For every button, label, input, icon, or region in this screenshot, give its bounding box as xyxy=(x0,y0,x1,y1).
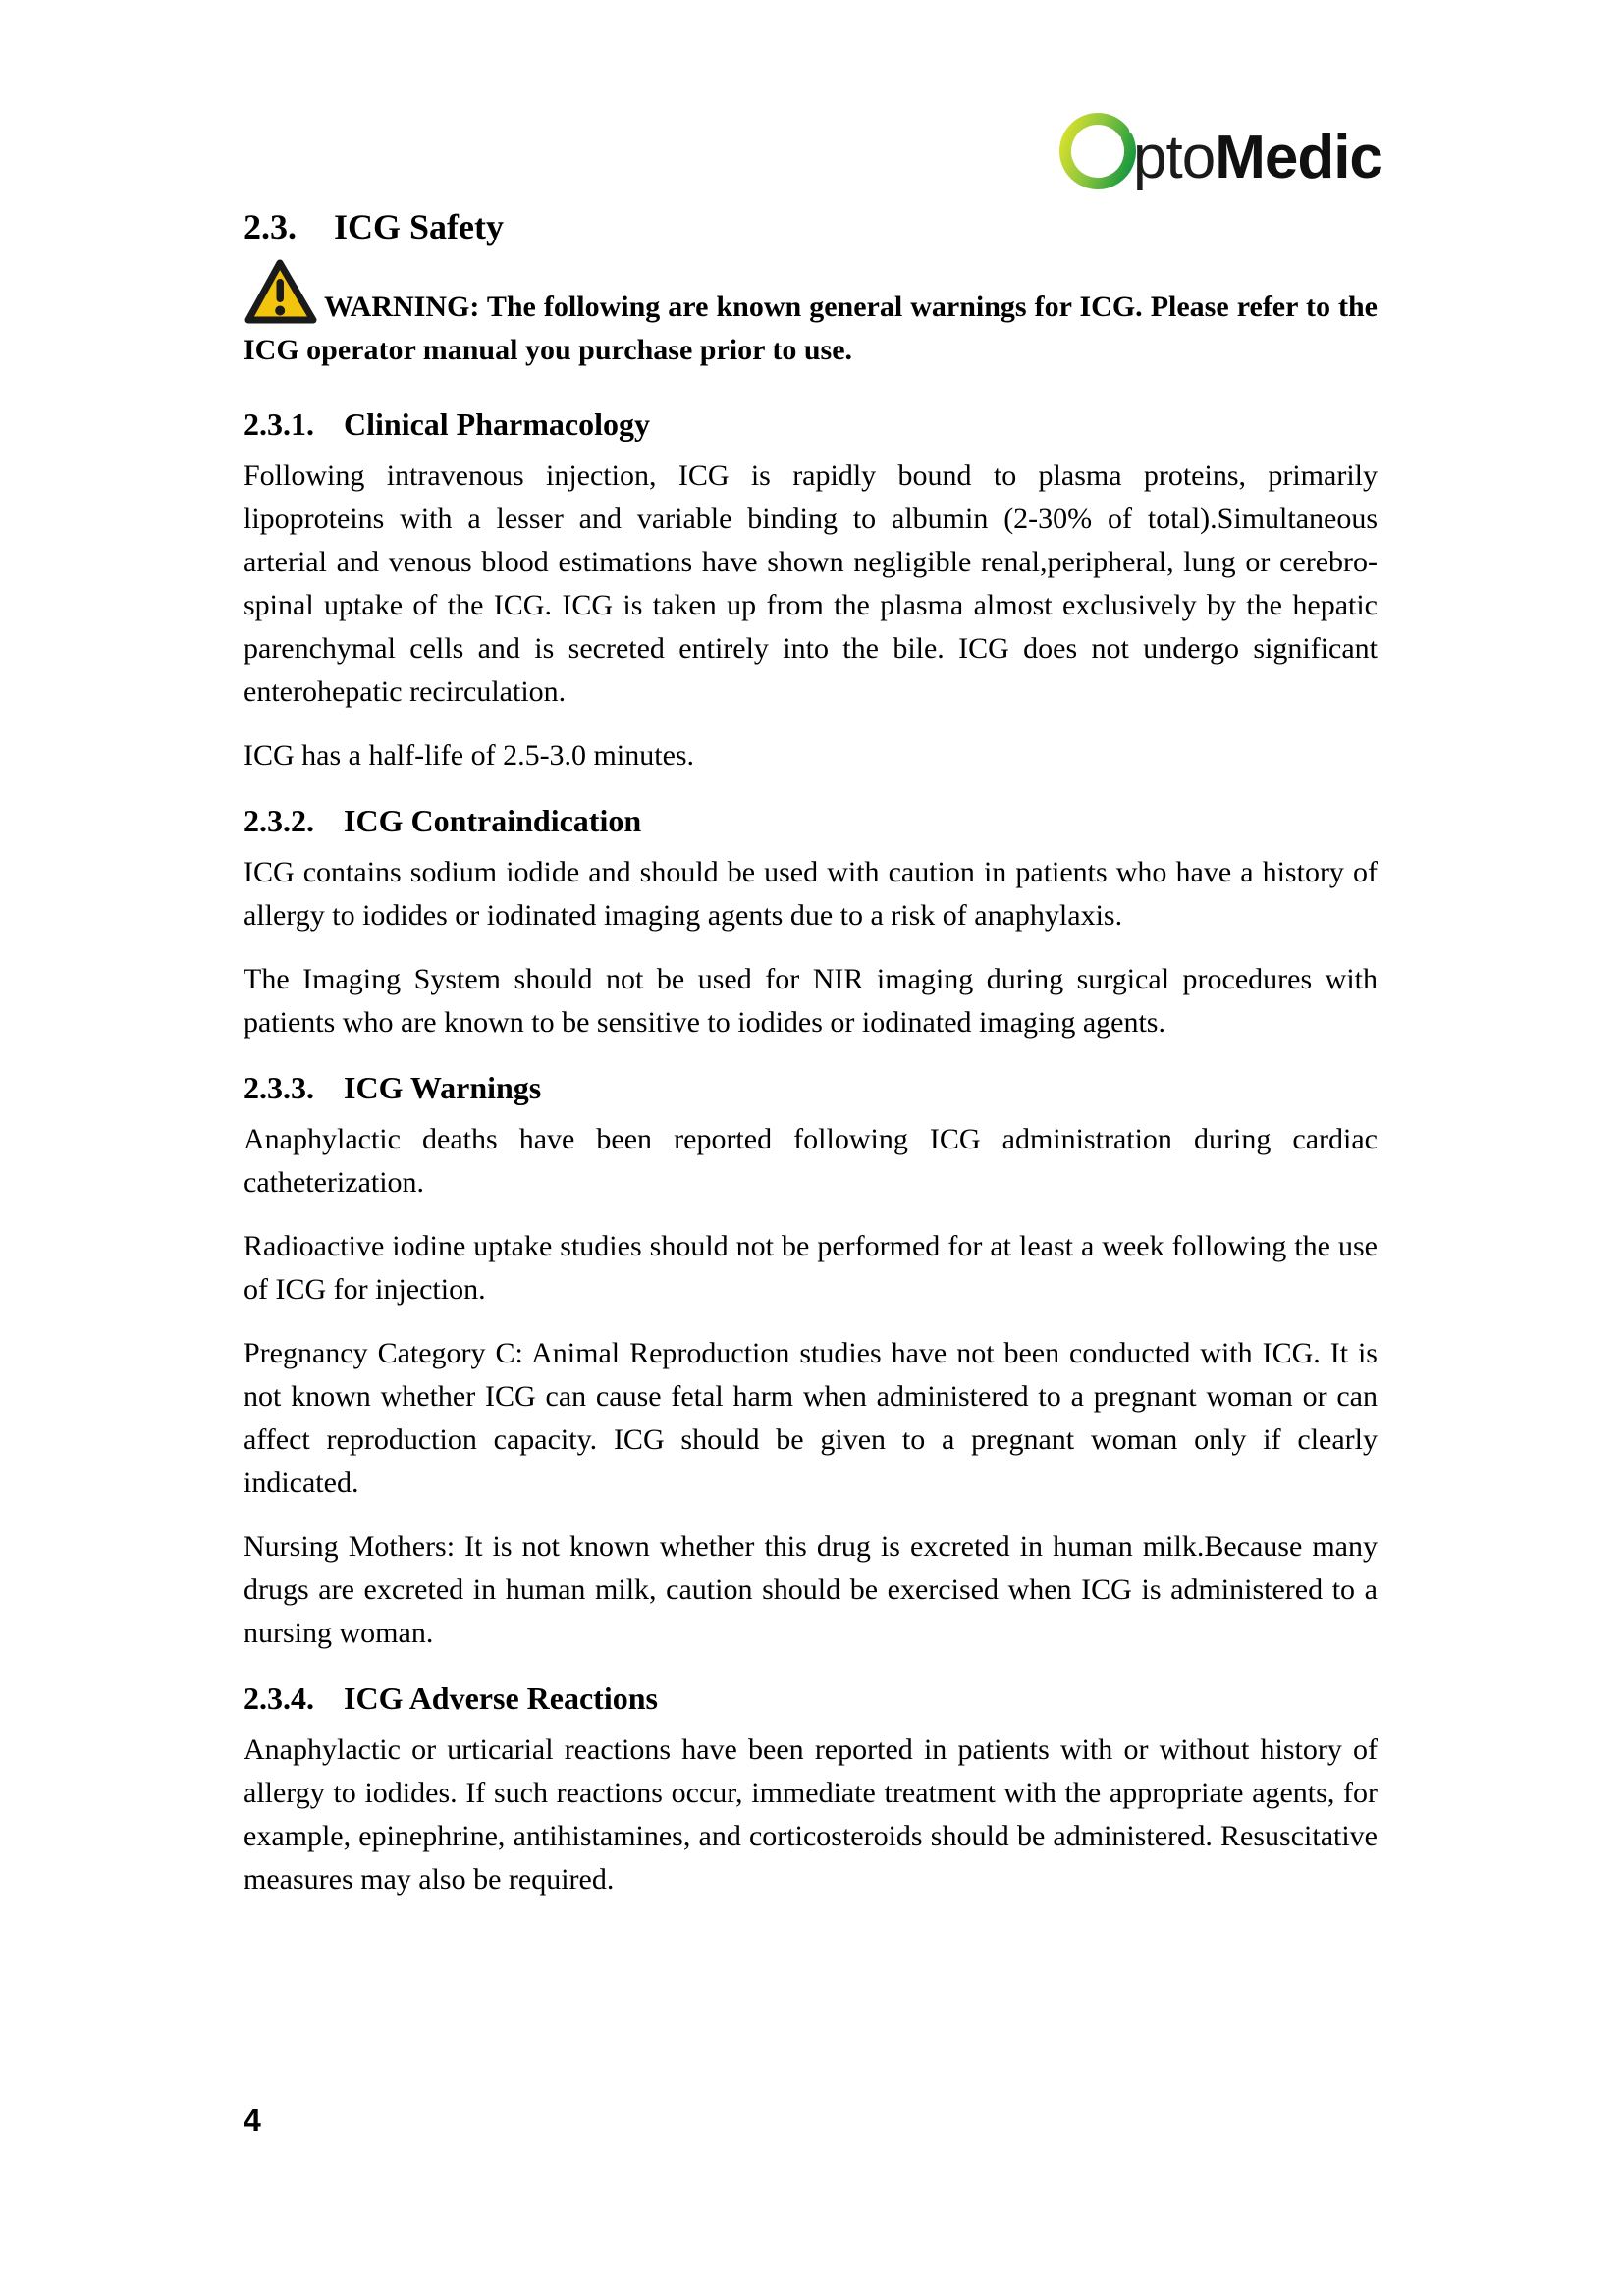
section-number: 2.3.2. xyxy=(244,803,314,838)
section-title: ICG Safety xyxy=(334,207,504,246)
warning-text: WARNING: The following are known general warnings for ICG. Please refer to the ICG operator manual you purchase prior to use. xyxy=(244,291,1378,366)
paragraph: Anaphylactic deaths have been reported following ICG administration during cardiac catheterization. xyxy=(244,1123,1378,1199)
section-heading xyxy=(244,798,1378,843)
paragraph: Radioactive iodine uptake studies should not be performed for at least a week following the use of ICG for injection. xyxy=(244,1230,1378,1306)
logo-text-medic: Medic xyxy=(1215,124,1382,191)
section-number: 2.3.1. xyxy=(244,406,314,442)
section-icg-adverse-reactions xyxy=(244,1676,1378,1901)
section-number: 2.3.3. xyxy=(244,1070,314,1105)
document-content xyxy=(244,204,1378,1922)
section-icg-contraindication xyxy=(244,798,1378,1044)
paragraph: Anaphylactic or urticarial reactions have been reported in patients with or without history of allergy to iodides. If such reactions occur, immediate treatment with the appropriate agents, for example, epinephrine, antihistamines, and corticosteroids should be administered. Resuscitative measures may also be required. xyxy=(244,1734,1378,1896)
page-title xyxy=(244,204,1378,249)
section-title: ICG Warnings xyxy=(344,1070,542,1105)
section-heading xyxy=(244,1676,1378,1721)
paragraph: Following intravenous injection, ICG is rapidly bound to plasma proteins, primarily lipoproteins with a lesser and variable binding to albumin (2-30% of total).Simultaneous arterial and venous blood estimations have shown negligible renal,peripheral, lung or cerebro-spinal uptake of the ICG. ICG is taken up from the plasma almost exclusively by the hepatic parenchymal cells and is secreted entirely into the bile. ICG does not undergo significant enterohepatic recirculation. xyxy=(244,459,1378,708)
logo-wordmark xyxy=(1133,122,1382,194)
paragraph: ICG has a half-life of 2.5-3.0 minutes. xyxy=(244,739,695,772)
paragraph: ICG contains sodium iodide and should be used with caution in patients who have a history of allergy to iodides or iodinated imaging agents due to a risk of anaphylaxis. xyxy=(244,856,1378,932)
section-number: 2.3.4. xyxy=(244,1681,314,1716)
paragraph: The Imaging System should not be used for NIR imaging during surgical procedures with patients who are known to be sensitive to iodides or iodinated imaging agents. xyxy=(244,963,1378,1039)
section-number: 2.3. xyxy=(244,207,297,246)
section-clinical-pharmacology xyxy=(244,401,1378,777)
section-title: ICG Adverse Reactions xyxy=(344,1681,658,1716)
warning-paragraph xyxy=(244,259,1378,372)
logo-ring-icon xyxy=(1056,110,1139,192)
paragraph: Nursing Mothers: It is not known whether this drug is excreted in human milk.Because many drugs are excreted in human milk, caution should be exercised when ICG is administered to a nursing woman. xyxy=(244,1530,1378,1649)
logo-text-pto: pto xyxy=(1133,124,1216,191)
section-icg-warnings xyxy=(244,1065,1378,1655)
paragraph: Pregnancy Category C: Animal Reproduction studies have not been conducted with ICG. It is not known whether ICG can cause fetal harm when administered to a pregnant woman or can affect reproduction capacity. ICG should be given to a pregnant woman only if clearly indicated. xyxy=(244,1337,1378,1499)
section-heading xyxy=(244,1065,1378,1110)
optomedic-logo xyxy=(1056,110,1382,194)
page-number: 4 xyxy=(244,2103,261,2138)
warning-triangle-icon xyxy=(244,259,318,326)
section-title: ICG Contraindication xyxy=(344,803,642,838)
section-title: Clinical Pharmacology xyxy=(344,406,650,442)
section-heading xyxy=(244,401,1378,447)
